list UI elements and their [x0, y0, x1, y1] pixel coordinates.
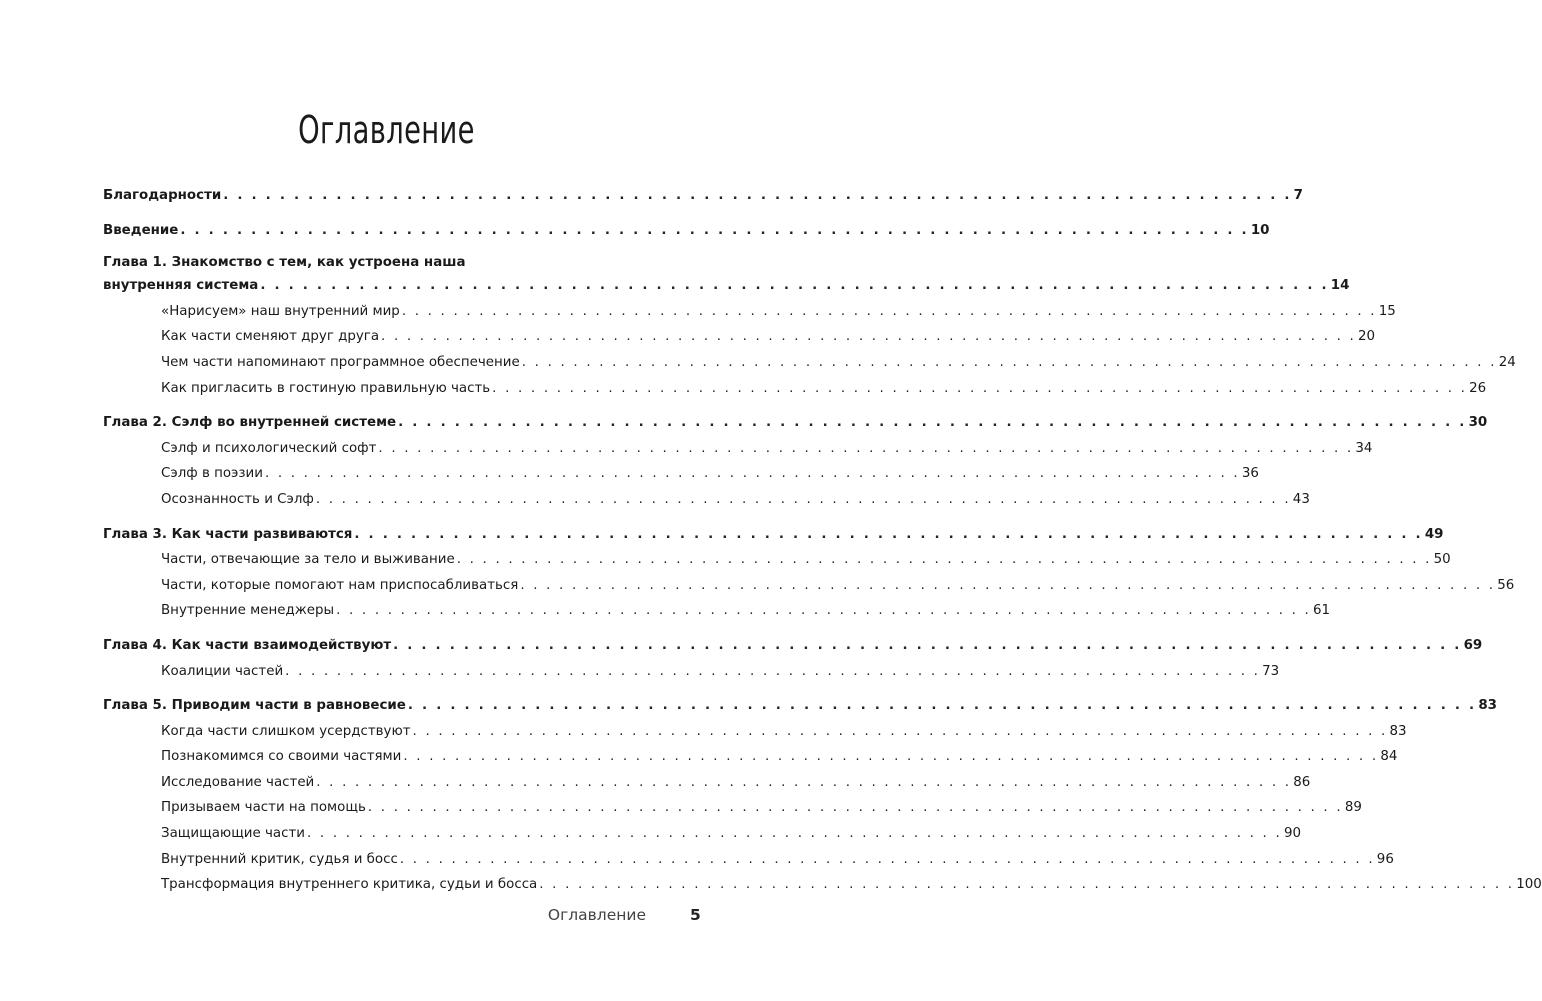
toc-entry-title: Глава 2. Сэлф во внутренней системе: [103, 415, 397, 431]
dot-leader: . . . . . . . . . . . . . . . . . . . . . . . . . . . . . . . . . . . . . . . . . . . . . . . . . . . . . . . . . . . . . . . . . . . . . . . . . . . .: [316, 774, 1292, 790]
toc-entry-page: 61: [1313, 603, 1331, 619]
toc-subentry[interactable]: [103, 872, 1542, 898]
toc-subentry[interactable]: [103, 350, 1516, 376]
toc-entry-title: Сэлф и психологический софт: [161, 440, 377, 456]
toc-chapter-entry[interactable]: [103, 633, 1483, 659]
toc-entry-page: 89: [1344, 800, 1362, 816]
toc-entry-page: 26: [1469, 380, 1487, 396]
toc-subentry[interactable]: [103, 770, 1311, 796]
toc-subentry[interactable]: [103, 487, 1310, 513]
toc-chapter-title-line[interactable]: Глава 1. Знакомство с тем, как устроена наша: [103, 255, 466, 271]
dot-leader: . . . . . . . . . . . . . . . . . . . . . . . . . . . . . . . . . . . . . . . . . . . . . . . . . . . . . . . . . . . . . . . . . . . . . . . . . . . .: [492, 380, 1468, 396]
section-gap: [103, 401, 608, 410]
toc-entry-title: Внутренний критик, судья и босс: [161, 851, 398, 867]
toc-entry-title: Познакомимся со своими частями: [161, 749, 402, 765]
toc-entry-title: Призываем части на помощь: [161, 800, 366, 816]
page-number: 5: [690, 906, 701, 924]
section-gap: [103, 209, 608, 218]
dot-leader: . . . . . . . . . . . . . . . . . . . . . . . . . . . . . . . . . . . . . . . . . . . . . . . . . . . . . . . . . . . . . . . . . . . . . . . . . . . .: [307, 826, 1282, 842]
toc-subentry[interactable]: [103, 795, 1362, 821]
toc-subentry[interactable]: [103, 376, 1487, 402]
toc-subentry[interactable]: [103, 436, 1373, 462]
toc-entry-page: 24: [1498, 354, 1516, 370]
toc-entry-title: Внутренние менеджеры: [161, 603, 335, 619]
toc-entry-page: 83: [1478, 698, 1497, 714]
dot-leader: . . . . . . . . . . . . . . . . . . . . . . . . . . . . . . . . . . . . . . . . . . . . . . . . . . . . . . . . . . . . . . . . . . . . . . . . . . . .: [336, 603, 1312, 619]
toc-entry-page: 96: [1376, 851, 1394, 867]
toc-chapter-entry[interactable]: [103, 693, 1497, 719]
toc-chapter-entry[interactable]: [103, 183, 1303, 209]
section-gap: [103, 243, 608, 252]
dot-leader: . . . . . . . . . . . . . . . . . . . . . . . . . . . . . . . . . . . . . . . . . . . . . . . . . . . . . . . . . . . . . . . . . . . . . . . . . . . .: [223, 188, 1292, 203]
page-footer: [0, 906, 773, 930]
toc-entry-title: Глава 3. Как части развиваются: [103, 526, 353, 542]
toc-entry-title: Сэлф в поэзии: [161, 466, 263, 482]
section-gap: [103, 684, 608, 693]
dot-leader: . . . . . . . . . . . . . . . . . . . . . . . . . . . . . . . . . . . . . . . . . . . . . . . . . . . . . . . . . . . . . . . . . . . . . . . . . . . .: [393, 637, 1462, 653]
toc-chapter-entry[interactable]: [103, 522, 1444, 548]
toc-chapter-entry[interactable]: [103, 273, 1350, 299]
toc-subentry[interactable]: [103, 744, 1398, 770]
toc-entry-page: 20: [1357, 329, 1376, 345]
toc-entry-page: 43: [1292, 491, 1310, 507]
toc-entry-page: 100: [1516, 877, 1542, 893]
toc-entry-page: 90: [1283, 826, 1301, 842]
toc-entry-title: Осознанность и Сэлф: [161, 491, 314, 507]
section-gap: [103, 513, 608, 522]
dot-leader: . . . . . . . . . . . . . . . . . . . . . . . . . . . . . . . . . . . . . . . . . . . . . . . . . . . . . . . . . . . . . . . . . . . . . . . . . . . .: [539, 877, 1515, 893]
toc-entry-title: Чем части напоминают программное обеспечение: [161, 354, 520, 370]
toc-entry-page: 69: [1463, 637, 1483, 653]
dot-leader: . . . . . . . . . . . . . . . . . . . . . . . . . . . . . . . . . . . . . . . . . . . . . . . . . . . . . . . . . . . . . . . . . . . . . . . . . . . .: [521, 354, 1497, 370]
toc-entry-page: 30: [1468, 415, 1488, 431]
dot-leader: . . . . . . . . . . . . . . . . . . . . . . . . . . . . . . . . . . . . . . . . . . . . . . . . . . . . . . . . . . . . . . . . . . . . . . . . . . . .: [367, 800, 1343, 816]
dot-leader: . . . . . . . . . . . . . . . . . . . . . . . . . . . . . . . . . . . . . . . . . . . . . . . . . . . . . . . . . . . . . . . . . . . . . . . . . . . .: [407, 698, 1477, 714]
toc-entry-page: 86: [1293, 774, 1311, 790]
dot-leader: . . . . . . . . . . . . . . . . . . . . . . . . . . . . . . . . . . . . . . . . . . . . . . . . . . . . . . . . . . . . . . . . . . . . . . . . . . . .: [381, 329, 1356, 345]
toc-chapter-entry[interactable]: [103, 410, 1488, 436]
toc-chapter-entry[interactable]: [103, 218, 1270, 244]
toc-entry-title: Части, отвечающие за тело и выживание: [161, 552, 455, 568]
toc-entry-title: Как части сменяют друг друга: [161, 329, 380, 345]
toc-entry-page: 83: [1389, 723, 1407, 739]
toc-subentry[interactable]: [103, 659, 1280, 685]
toc-entry-title: Как пригласить в гостиную правильную часть: [161, 380, 491, 396]
toc-entry-title: Глава 4. Как части взаимодействуют: [103, 637, 392, 653]
dot-leader: . . . . . . . . . . . . . . . . . . . . . . . . . . . . . . . . . . . . . . . . . . . . . . . . . . . . . . . . . . . . . . . . . . . . . . . . . . . .: [399, 851, 1375, 867]
toc-entry-title: Коалиции частей: [161, 663, 284, 679]
dot-leader: . . . . . . . . . . . . . . . . . . . . . . . . . . . . . . . . . . . . . . . . . . . . . . . . . . . . . . . . . . . . . . . . . . . . . . . . . . . .: [403, 749, 1379, 765]
table-of-contents: [103, 183, 1542, 898]
toc-subentry[interactable]: [103, 719, 1407, 745]
dot-leader: . . . . . . . . . . . . . . . . . . . . . . . . . . . . . . . . . . . . . . . . . . . . . . . . . . . . . . . . . . . . . . . . . . . . . . . . . . . .: [260, 278, 1329, 294]
toc-subentry[interactable]: [103, 821, 1301, 847]
dot-leader: . . . . . . . . . . . . . . . . . . . . . . . . . . . . . . . . . . . . . . . . . . . . . . . . . . . . . . . . . . . . . . . . . . . . . . . . . . . .: [398, 415, 1467, 431]
toc-entry-title: Исследование частей: [161, 774, 315, 790]
running-footer-label: Оглавление: [547, 906, 646, 924]
dot-leader: . . . . . . . . . . . . . . . . . . . . . . . . . . . . . . . . . . . . . . . . . . . . . . . . . . . . . . . . . . . . . . . . . . . . . . . . . . . .: [180, 222, 1249, 238]
toc-entry-page: 15: [1378, 303, 1396, 319]
dot-leader: . . . . . . . . . . . . . . . . . . . . . . . . . . . . . . . . . . . . . . . . . . . . . . . . . . . . . . . . . . . . . . . . . . . . . . . . . . . .: [378, 440, 1354, 456]
toc-subentry[interactable]: [103, 573, 1515, 599]
toc-entry-title: Благодарности: [103, 188, 222, 203]
toc-entry-page: 10: [1250, 222, 1270, 238]
toc-entry-title: внутренняя система: [103, 278, 259, 294]
toc-subentry[interactable]: [103, 324, 1376, 350]
dot-leader: . . . . . . . . . . . . . . . . . . . . . . . . . . . . . . . . . . . . . . . . . . . . . . . . . . . . . . . . . . . . . . . . . . . . . . . . . . . .: [285, 663, 1261, 679]
dot-leader: . . . . . . . . . . . . . . . . . . . . . . . . . . . . . . . . . . . . . . . . . . . . . . . . . . . . . . . . . . . . . . . . . . . . . . . . . . . .: [412, 723, 1388, 739]
section-gap: [103, 624, 608, 633]
toc-entry-title: Введение: [103, 222, 179, 238]
toc-subentry[interactable]: [103, 461, 1259, 487]
toc-entry-page: 84: [1380, 749, 1398, 765]
dot-leader: . . . . . . . . . . . . . . . . . . . . . . . . . . . . . . . . . . . . . . . . . . . . . . . . . . . . . . . . . . . . . . . . . . . . . . . . . . . .: [456, 552, 1432, 568]
dot-leader: . . . . . . . . . . . . . . . . . . . . . . . . . . . . . . . . . . . . . . . . . . . . . . . . . . . . . . . . . . . . . . . . . . . . . . . . . . . .: [520, 577, 1496, 593]
toc-subentry[interactable]: [103, 598, 1331, 624]
dot-leader: . . . . . . . . . . . . . . . . . . . . . . . . . . . . . . . . . . . . . . . . . . . . . . . . . . . . . . . . . . . . . . . . . . . . . . . . . . . .: [264, 466, 1240, 482]
toc-entry-page: 56: [1497, 577, 1515, 593]
toc-subentry[interactable]: [103, 299, 1396, 325]
dot-leader: . . . . . . . . . . . . . . . . . . . . . . . . . . . . . . . . . . . . . . . . . . . . . . . . . . . . . . . . . . . . . . . . . . . . . . . . . . . .: [315, 491, 1291, 507]
toc-subentry[interactable]: [103, 847, 1394, 873]
toc-entry-title: Глава 5. Приводим части в равновесие: [103, 698, 406, 714]
toc-entry-title: «Нарисуем» наш внутренний мир: [161, 303, 400, 319]
toc-entry-page: 50: [1433, 552, 1451, 568]
toc-entry-title: Когда части слишком усердствуют: [161, 723, 411, 739]
toc-entry-page: 7: [1293, 188, 1303, 203]
toc-entry-page: 36: [1241, 466, 1259, 482]
dot-leader: . . . . . . . . . . . . . . . . . . . . . . . . . . . . . . . . . . . . . . . . . . . . . . . . . . . . . . . . . . . . . . . . . . . . . . . . . . . .: [354, 526, 1423, 542]
dot-leader: . . . . . . . . . . . . . . . . . . . . . . . . . . . . . . . . . . . . . . . . . . . . . . . . . . . . . . . . . . . . . . . . . . . . . . . . . . . .: [401, 303, 1377, 319]
toc-entry-title: Трансформация внутреннего критика, судьи и босса: [161, 877, 538, 893]
page-title: Оглавление: [298, 108, 475, 152]
toc-entry-title: Защищающие части: [161, 826, 305, 842]
toc-entry-page: 73: [1262, 663, 1280, 679]
toc-entry-page: 34: [1355, 440, 1373, 456]
toc-subentry[interactable]: [103, 547, 1451, 573]
toc-entry-title: Части, которые помогают нам приспосабливаться: [161, 577, 519, 593]
toc-entry-page: 49: [1424, 526, 1444, 542]
toc-entry-page: 14: [1330, 278, 1350, 294]
